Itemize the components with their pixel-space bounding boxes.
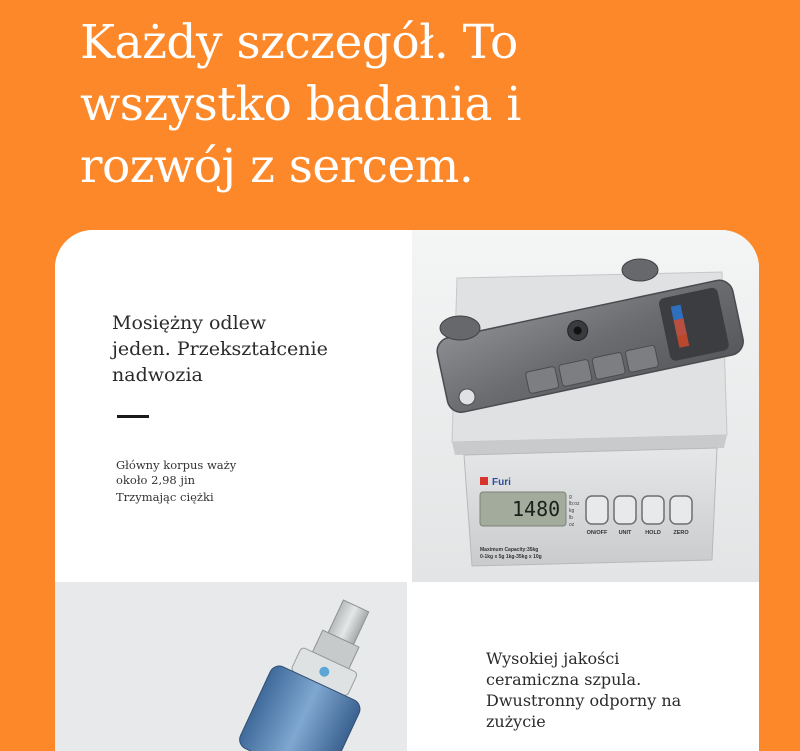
- brand-label: Furi: [492, 477, 511, 488]
- unit-kg: kg: [569, 508, 575, 514]
- unit-button: [614, 496, 636, 524]
- zero-button: [670, 496, 692, 524]
- casting-title-line-2: jeden. Przekształcenie: [112, 338, 328, 360]
- cartridge-text-panel: [407, 582, 759, 751]
- hold-button: [642, 496, 664, 524]
- casting-title: [112, 310, 328, 388]
- weight-line-2: około 2,98 jin: [116, 473, 196, 487]
- unit-lboz: lb:oz: [569, 501, 580, 507]
- scale-photo: [412, 230, 759, 582]
- scale-reading: 1480: [512, 497, 561, 521]
- headline-line-3: rozwój z sercem.: [80, 139, 474, 194]
- casting-title-line-1: Mosiężny odlew: [112, 312, 267, 334]
- brand-logo-icon: [480, 477, 488, 485]
- divider: [117, 415, 149, 418]
- cartridge-illustration: [55, 582, 407, 751]
- hold-text: Trzymając ciężki: [116, 490, 214, 504]
- hold-label: HOLD: [645, 530, 661, 536]
- cartridge-title-line-2: ceramiczna szpula.: [486, 670, 642, 689]
- cartridge-title-line-4: zużycie: [486, 712, 546, 731]
- on-off-label: ON/OFF: [586, 530, 608, 536]
- unit-oz: oz: [569, 522, 575, 528]
- scale-illustration: [412, 230, 759, 582]
- casting-title-line-3: nadwozia: [112, 364, 203, 386]
- unit-lb: lb: [569, 515, 573, 521]
- headline-line-1: Każdy szczegół. To: [80, 15, 518, 70]
- zero-label: ZERO: [673, 530, 689, 536]
- capacity-line-2: 0-1kg x 5g 1kg-35kg x 10g: [480, 554, 542, 560]
- headline: [80, 12, 560, 198]
- headline-line-2: wszystko badania i: [80, 77, 521, 132]
- weight-text: [116, 458, 236, 488]
- weight-line-1: Główny korpus waży: [116, 458, 237, 472]
- cartridge-title: [486, 648, 681, 732]
- casting-text-panel: [55, 230, 412, 582]
- feature-card: [55, 230, 759, 751]
- cartridge-title-line-1: Wysokiej jakości: [486, 649, 620, 668]
- cartridge-photo: [55, 582, 407, 751]
- capacity-line-1: Maximum Capacity:35kg: [480, 547, 539, 553]
- on-off-button: [586, 496, 608, 524]
- cartridge-title-line-3: Dwustronny odporny na: [486, 691, 682, 710]
- unit-label: UNIT: [618, 530, 632, 536]
- unit-g: g: [569, 494, 572, 500]
